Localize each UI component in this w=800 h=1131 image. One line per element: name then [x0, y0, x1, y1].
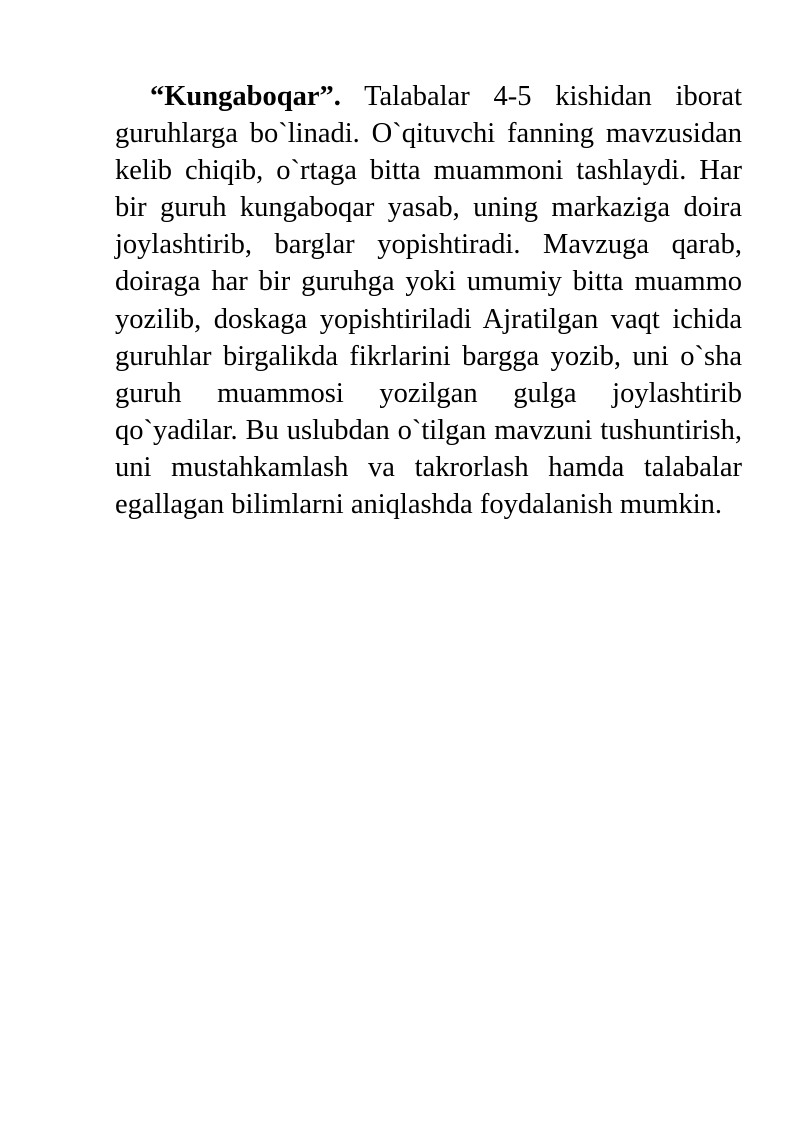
- method-term: “Kungaboqar”.: [150, 81, 341, 112]
- method-paragraph: [115, 78, 742, 523]
- method-description: Talabalar 4-5 kishidan iborat guruhlarga bo`linadi. O`qituvchi fanning mavzusidan kelib chiqib, o`rtaga bitta muammoni tashlaydi. Har bir guruh kungaboqar yasab, uning markaziga doira joylashtirib, barglar yopishtiradi. Mavzuga qarab, doiraga har bir guruhga yoki umumiy bitta muammo yozilib, doskaga yopishtiriladi Ajratilgan vaqt ichida guruhlar birgalikda fikrlarini bargga yozib, uni o`sha guruh muammosi yozilgan gulga joylashtirib qo`yadilar. Bu uslubdan o`tilgan mavzuni tushuntirish, uni mustahkamlash va takrorlash hamda talabalar egallagan bilimlarni aniqlashda foydalanish mumkin.: [115, 81, 742, 521]
